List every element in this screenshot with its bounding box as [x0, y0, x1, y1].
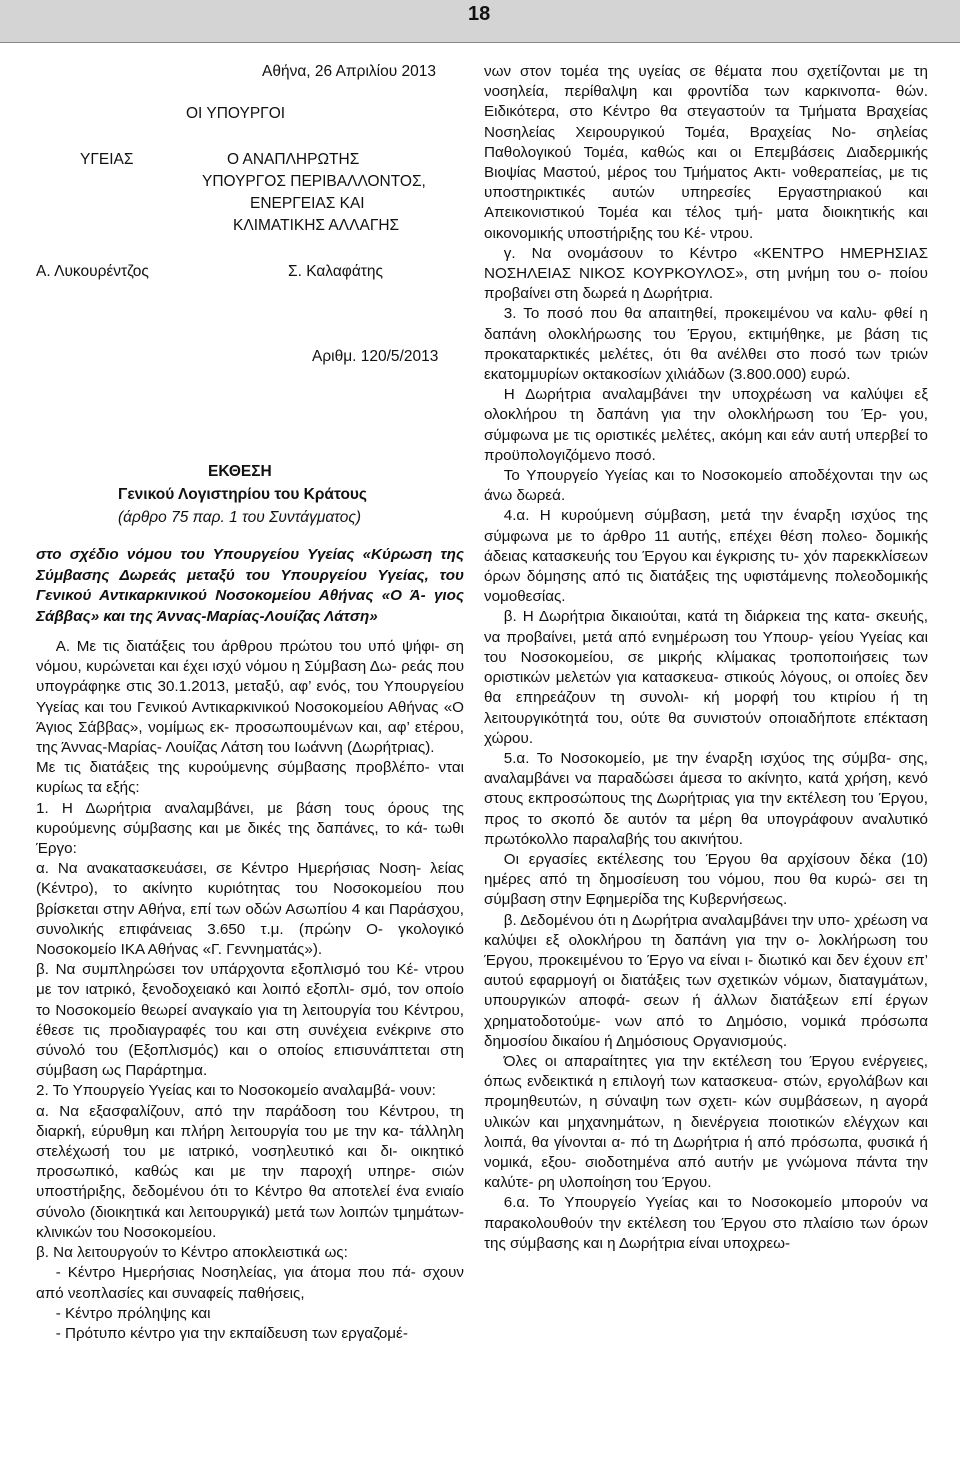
paragraph: γ. Να ονομάσουν το Κέντρο «ΚΕΝΤΡΟ ΗΜΕΡΗΣΙΑΣ ΝΟΣΗΛΕΙΑΣ ΝΙΚΟΣ ΚΟΥΡΚΟΥΛΟΣ», στη μνήμη του ο- ποίου προβαίνει στη δωρεά η Δωρήτρια. [484, 244, 928, 303]
report-number: Αριθμ. 120/5/2013 [312, 348, 439, 365]
paragraph: - Πρότυπο κέντρο για την εκπαίδευση των εργαζομέ- [55, 1324, 408, 1342]
report-subject-block [36, 545, 464, 627]
place-date: Αθήνα, 26 Απριλίου 2013 [262, 63, 436, 80]
paragraph: Με τις διατάξεις της κυρούμενης σύμβασης προβλέπο- νται κυρίως τα εξής: [36, 759, 464, 797]
page-number: 18 [468, 3, 491, 25]
paragraph: β. Δεδομένου ότι η Δωρήτρια αναλαμβάνει την υπο- χρέωση να καλύψει εξ ολοκλήρου τη δαπάνη για την ο- λοκλήρωση του Έργου, προκειμένου το Έργο να είναι ι- διωτικό και δεν έχουν επ’ αυτού εφαρμογή οι διατάξεις των σχετικών νόμων, διαταγμάτων, υπουργικών αποφά- σεων ή άλλων διατάξεων επί έργων χρηματοδοτούμε- νων από το Δημόσιο, νομικά πρόσωπα δημοσίου δικαίου ή Δημόσιους Οργανισμούς. [484, 911, 928, 1050]
report-article-ref: (άρθρο 75 παρ. 1 του Συντάγματος) [118, 509, 362, 526]
paragraph: 3. Το ποσό που θα απαιτηθεί, προκειμένου να καλυ- φθεί η δαπάνη ολοκλήρωσης του Έργου, εκτιμήθηκε, με βάση τις προκαταρκτικές μελέτες, ότι θα ανέλθει στο ποσό των τριών εκατομμυρίων οκτακοσίων χιλιάδων (3.800.000) ευρώ. [484, 305, 928, 384]
paragraph: 5.α. Το Νοσοκομείο, με την έναρξη ισχύος της σύμβα- σης, αναλαμβάνει να παραδώσει άμεσα το ακίνητο, κατά χρήση, κενό στους εκπροσώπους της Δωρήτριας για την εκτέλεση του Έργου, προς το σκοπό δε αυτόν τα μέρη θα υπογράφουν αναλυτικό πρωτόκολλο παραλαβής του ακινήτου. [484, 749, 928, 848]
right-column [484, 62, 928, 1254]
paragraph: α. Να ανακατασκευάσει, σε Κέντρο Ημερήσιας Νοση- λείας (Κέντρο), το ακίνητο κυριότητας του Νοσοκομείου που βρίσκεται στην Αθήνα, επί των οδών Ασωπίου 4 και Παράσχου, συνολικής επιφάνειας 3.650 τ.μ. (πρώην Ο- γκολογικό Νοσοκομείο ΙΚΑ Αθήνας «Γ. Γεννηματάς»). [36, 860, 464, 959]
paragraph: β. Να λειτουργούν το Κέντρο αποκλειστικά ως: [36, 1244, 348, 1262]
signatory-right-title-1: Ο ΑΝΑΠΛΗΡΩΤΗΣ [227, 151, 360, 168]
paragraph: Οι εργασίες εκτέλεσης του Έργου θα αρχίσουν δέκα (10) ημέρες από τη δημοσίευση του νόμου, που θα κυρώ- σει τη σύμβαση στην Εφημερίδα της Κυβερνήσεως. [484, 850, 928, 909]
header-rule [0, 42, 960, 43]
paragraph: Το Υπουργείο Υγείας και το Νοσοκομείο αποδέχονται την ως άνω δωρεά. [484, 467, 928, 505]
paragraph: β. Η Δωρήτρια δικαιούται, κατά τη διάρκεια της κατα- σκευής, να προβαίνει, μετά από ενημέρωση του Υπουρ- γείου Υγείας και του Νοσοκομείου, σε μικρής κλίμακας τροποποιήσεις των οριστικών μελετών για κατασκευα- στικούς λόγους, οι οποίες δεν θα επηρεάζουν τη συνολι- κή μορφή του κτιρίου ή τη λειτουργικότητά του, ούτε θα συνιστούν οποιαδήποτε επέκταση χώρου. [484, 608, 928, 747]
report-subheading: Γενικού Λογιστηρίου του Κράτους [118, 486, 367, 503]
signatory-right-title-2: ΥΠΟΥΡΓΟΣ ΠΕΡΙΒΑΛΛΟΝΤΟΣ, [202, 173, 426, 190]
paragraph: 1. Η Δωρήτρια αναλαμβάνει, με βάση τους όρους της κυρούμενης σύμβασης και με δικές της δαπάνες, το κά- τωθι Έργο: [36, 799, 464, 858]
paragraph: α. Να εξασφαλίζουν, από την παράδοση του Κέντρου, τη διαρκή, εύρυθμη και πλήρη λειτουργία του με την κα- τάλληλη στελέχωσή του με ιατρικό, νοσηλευτικό και δι- οικητικό προσωπικό, καθώς και με την παροχή υπηρε- σιών υποστήριξης, δεδομένου ότι το Κέντρο θα αποτελεί ένα ενιαίο σύνολο (διοικητικά και λειτουργικά) μετά των λοιπών τμημάτων-κλινικών του Νοσοκομείου. [36, 1102, 464, 1241]
signatory-left-name: Α. Λυκουρέντζος [36, 263, 149, 280]
left-column [36, 637, 464, 1344]
paragraph: Όλες οι απαραίτητες για την εκτέλεση του Έργου ενέργειες, όπως ενδεικτικά η επιλογή των κατασκευα- στών, εργολάβων και προμηθευτών, η σύναψη των σχετι- κών συμβάσεων, η αγορά υλικών και μηχανημάτων, η διενέργεια ποιοτικών ελέγχων και λοιπά, θα γίνονται α- πό τη Δωρήτρια ή από πρόσωπα, φυσικά ή νομικά, εξου- σιοδοτημένα από αυτήν με γνώμονα πάντα την καλύτε- ρη υλοποίηση του Έργου. [484, 1052, 928, 1192]
signatory-right-title-4: ΚΛΙΜΑΤΙΚΗΣ ΑΛΛΑΓΗΣ [233, 217, 400, 234]
paragraph: νων στον τομέα της υγείας σε θέματα που σχετίζονται με τη νοσηλεία, περίθαλψη και φροντίδα των καρκινοπα- θών. Ειδικότερα, στο Κέντρο θα στεγαστούν τα Τμήματα Βραχείας Νοσηλείας Χειρουργικού Τομέα, Βραχείας Νο- σηλείας Παθολογικού Τομέα, καθώς και οι Επεμβάσεις Διαδερμικής Βιοψίας Μαστού, μέρος του Τμήματος Ακτι- νοθεραπείας, με τις υποστηρικτικές αυτών υπηρεσίες Εργαστηριακού και Απεικονιστικού Τομέα και τέλος τμή- ματα διοικητικής και οικονομικής υποστήριξης του Κέ- ντρου. [484, 63, 928, 242]
page-header [0, 0, 960, 42]
report-subject: στο σχέδιο νόμου του Υπουργείου Υγείας «Κύρωση της Σύμβασης Δωρεάς μεταξύ του Υπουργείου Υγείας, του Γενικού Αντικαρκινικού Νοσοκομείου Αθήνας «Ο Ά- γιος Σάββας» και της Άννας-Μαρίας-Λουίζας Λάτση» [36, 546, 464, 625]
signatory-left-title: ΥΓΕΙΑΣ [80, 151, 134, 168]
paragraph: 4.α. Η κυρούμενη σύμβαση, μετά την έναρξη ισχύος της σύμφωνα με το άρθρο 11 αυτής, επέχει θέση πολεο- δομικής άδειας κατασκευής του Έργου και έγκρισης τυ- χόν παρεκκλίσεων όρων δόμησης από τις διατάξεις της υφιστάμενης πολεοδομικής νομοθεσίας. [484, 507, 928, 606]
paragraph: 2. Το Υπουργείο Υγείας και το Νοσοκομείο αναλαμβά- νουν: [36, 1082, 436, 1100]
paragraph: Η Δωρήτρια αναλαμβάνει την υποχρέωση να καλύψει εξ ολοκλήρου τη δαπάνη για την ολοκλήρωση του Έρ- γου, σύμφωνα με τις οριστικές μελέτες, ακόμη και εάν αυτή υπερβεί το προϋπολογιζόμενο ποσό. [484, 386, 928, 464]
paragraph: - Κέντρο πρόληψης και [55, 1304, 211, 1322]
paragraph: Α. Με τις διατάξεις του άρθρου πρώτου του υπό ψήφι- ση νόμου, κυρώνεται και έχει ισχύ νόμου η Σύμβαση Δω- ρεάς που υπογράφηκε στις 30.1.2013, μεταξύ, αφ’ ενός, του Υπουργείου Υγείας και του Γενικού Αντικαρκινικού Νοσοκομείου Αθήνας «Ο Άγιος Σάββας», νομίμως εκ- προσωπουμένων και, αφ’ ετέρου, της Άννας-Μαρίας- Λουίζας Λάτση του Ιωάννη (Δωρήτριας). [36, 638, 464, 757]
paragraph: - Κέντρο Ημερήσιας Νοσηλείας, για άτομα που πά- σχουν από νεοπλασίες και συναφείς παθήσεις, [36, 1264, 464, 1302]
signatories-title: ΟΙ ΥΠΟΥΡΓΟΙ [186, 105, 286, 122]
report-heading: ΕΚΘΕΣΗ [208, 463, 272, 480]
paragraph: β. Να συμπληρώσει τον υπάρχοντα εξοπλισμό του Κέ- ντρου με τον ιατρικό, ξενοδοχειακό και λοιπό εξοπλι- σμό, τον οποίο το Νοσοκομείο θεωρεί αναγκαίο για τη λειτουργία του Κέντρου, έθεσε τις προδιαγραφές του και στη συνέχεια ενέκρινε στο σύνολό του (Εξοπλισμός) και ο οποίος επισυνάπτεται στη σύμβαση ως Παράρτημα. [36, 961, 464, 1080]
signatory-right-name: Σ. Καλαφάτης [288, 263, 384, 280]
paragraph: 6.α. Το Υπουργείο Υγείας και το Νοσοκομείο μπορούν να παρακολουθούν την εκτέλεση του Έργου στο πλαίσιο των όρων της σύμβασης και η Δωρήτρια είναι υποχρεω- [484, 1194, 928, 1252]
signatory-right-title-3: ΕΝΕΡΓΕΙΑΣ ΚΑΙ [250, 195, 365, 212]
